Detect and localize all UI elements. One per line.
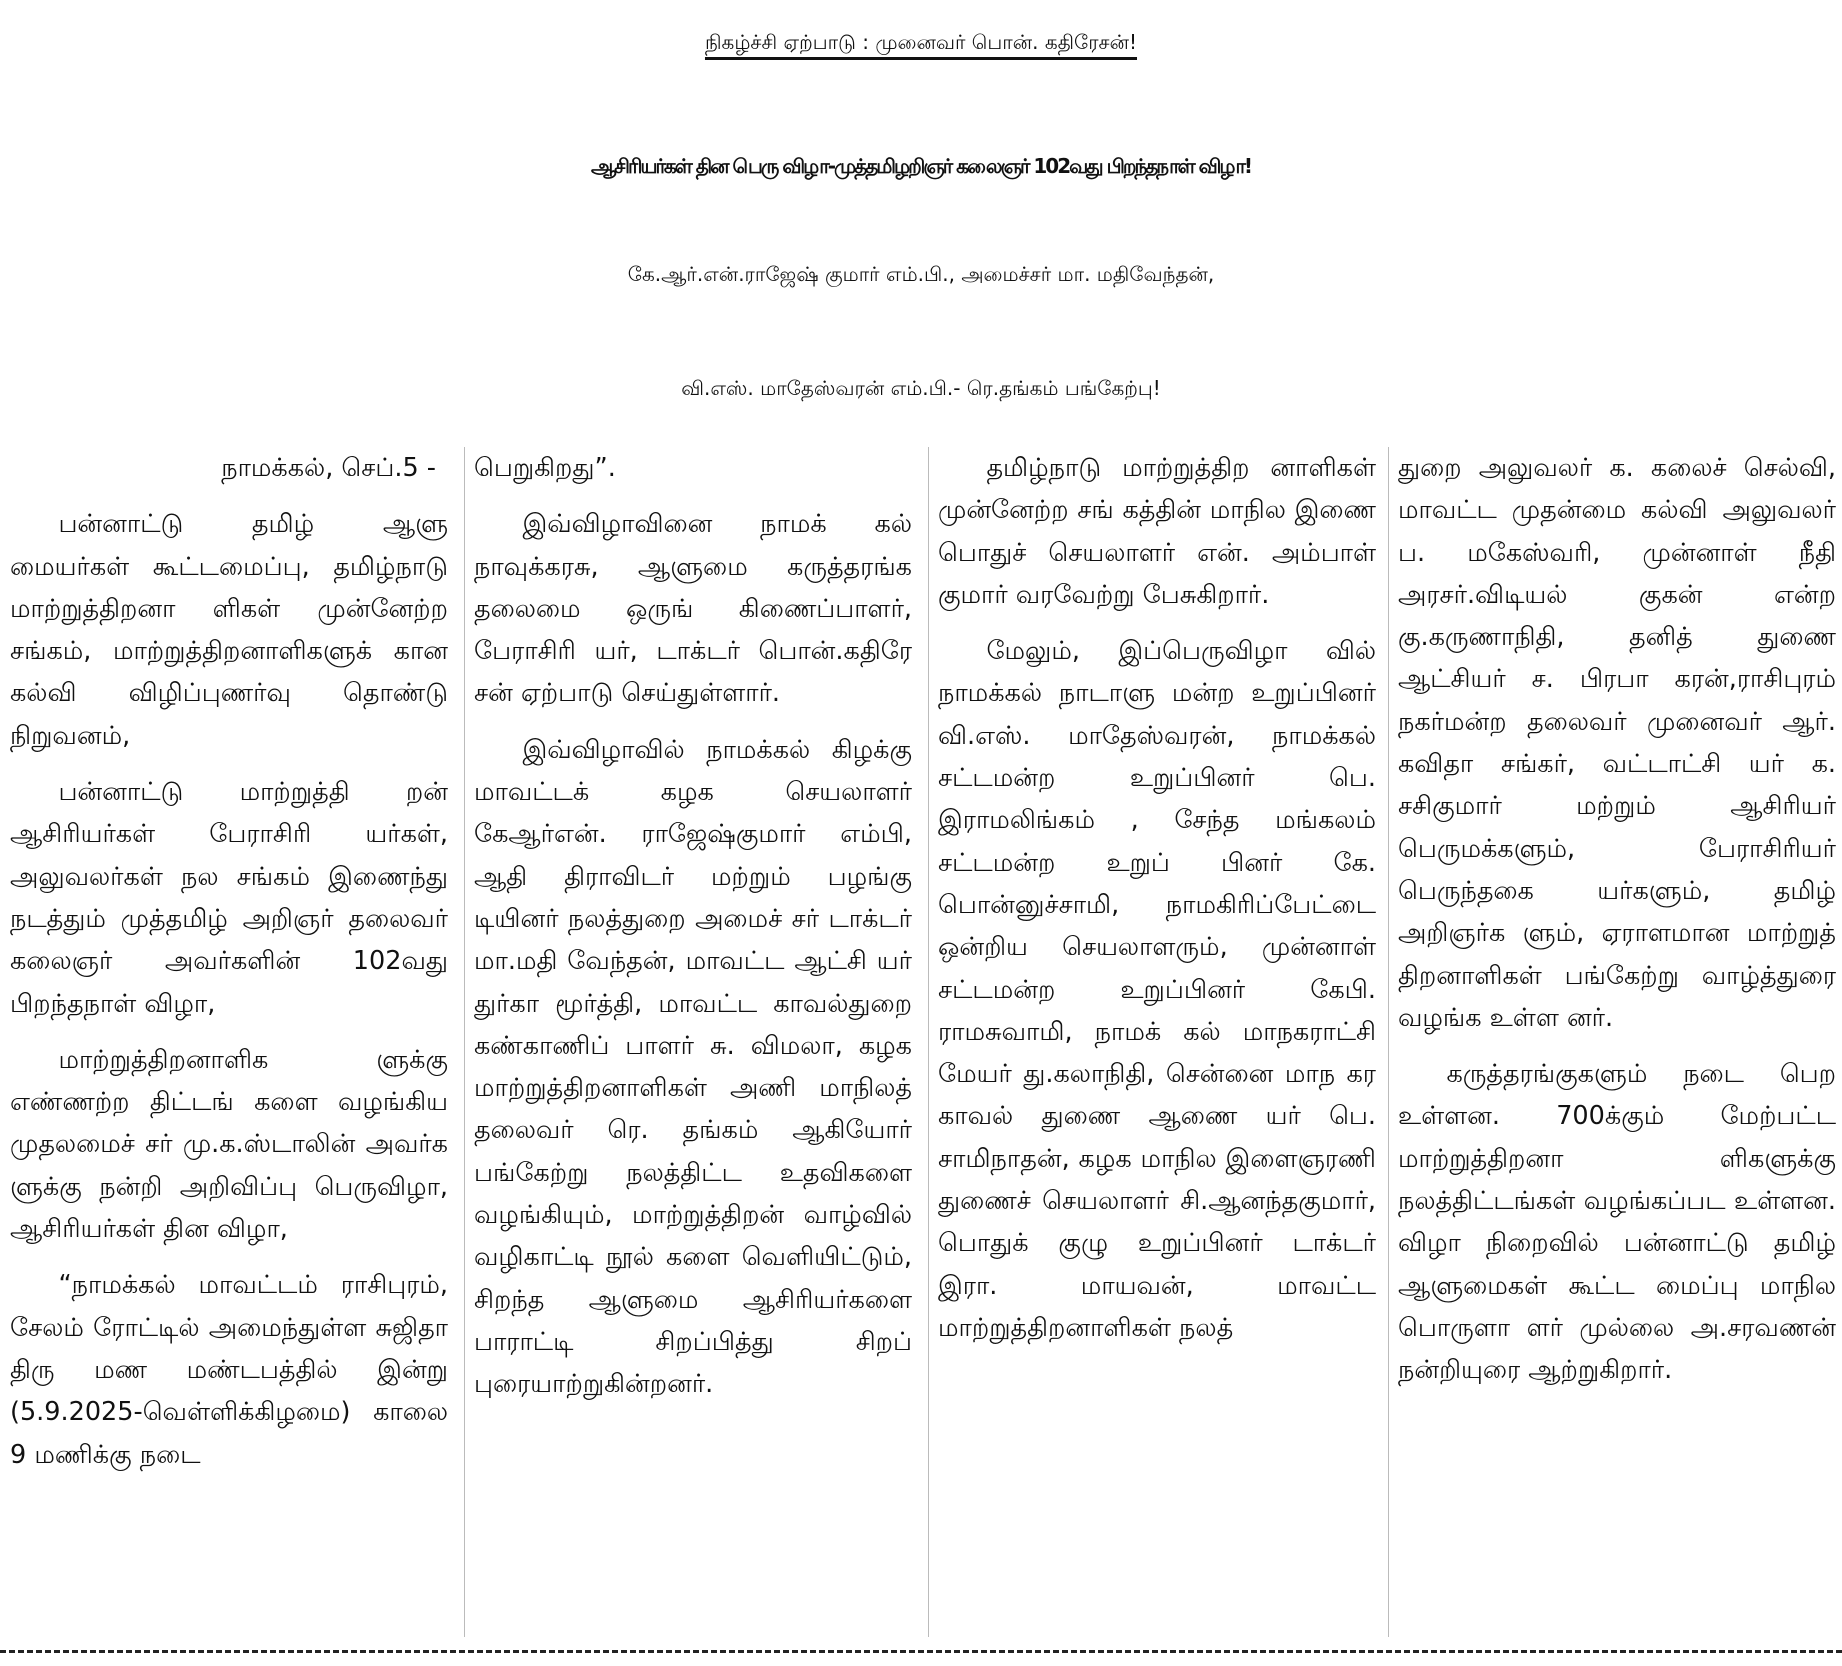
paragraph: கருத்தரங்குகளும் நடை பெற உள்ளன. 700க்கும் மேற்பட்ட மாற்றுத்திறனா ளிகளுக்கு நலத்திட்டங்கள் வழங்கப்பட உள்ளன. விழா நிறைவில் பன்னாட்டு தமிழ் ஆளுமைகள் கூட்ட மைப்பு மாநில பொருளா ளர் முல்லை அ.சரவணன் நன்றியுரை ஆற்றுகிறார். [1398,1059,1836,1386]
paragraph: இவ்விழாவினை நாமக் கல் நாவுக்கரசு, ஆளுமை கருத்தரங்க தலைமை ஒருங் கிணைப்பாளர், பேராசிரி யர், டாக்டர் பொன்.கதிரே சன் ஏற்பாடு செய்துள்ளார். [474,509,912,709]
article-column-1 [10,447,448,1635]
main-headline: ஆசிரியர்கள் தின பெரு விழா-முத்தமிழறிஞர் கலைஞர் 102வது பிறந்தநாள் விழா! [590,154,1252,178]
column-divider [464,447,465,1637]
article-column-4 [1398,447,1836,1635]
paragraph: மாற்றுத்திறனாளிக ளுக்கு எண்ணற்ற திட்டங் களை வழங்கிய முதலமைச் சர் மு.க.ஸ்டாலின் அவர்க ளுக்கு நன்றி அறிவிப்பு பெருவிழா, ஆசிரியர்கள் தின விழா, [10,1044,448,1245]
paragraph: தமிழ்நாடு மாற்றுத்திற னாளிகள் முன்னேற்ற சங் கத்தின் மாநில இணை பொதுச் செயலாளர் என். அம்பாள் குமார் வரவேற்று பேசுகிறார். [938,453,1376,610]
paragraph: துறை அலுவலர் க. கலைச் செல்வி, மாவட்ட முதன்மை கல்வி அலுவலர் ப. மகேஸ்வரி, முன்னாள் நீதி அரசர்.விடியல் குகன் என்ற கு.கருணாநிதி, தனித் துணை ஆட்சியர் ச. பிரபா கரன்,ராசிபுரம் நகர்மன்ற தலைவர் முனைவர் ஆர். கவிதா சங்கர், வட்டாட்சி யர் க. சசிகுமார் மற்றும் ஆசிரியர் பெருமக்களும், பேராசிரியர் பெருந்தகை யர்களும், தமிழ் அறிஞர்க ளும், ஏராளமான மாற்றுத் திறனாளிகள் பங்கேற்று வாழ்த்துரை வழங்க உள்ள னர். [1398,453,1836,1033]
paragraph: இவ்விழாவில் நாமக்கல் கிழக்கு மாவட்டக் கழக செயலாளர் கேஆர்என். ராஜேஷ்குமார் எம்பி, ஆதி திராவிடர் மற்றும் பழங்கு டியினர் நலத்துறை அமைச் சர் டாக்டர் மா.மதி வேந்தன், மாவட்ட ஆட்சி யர் துர்கா மூர்த்தி, மாவட்ட காவல்துறை கண்காணிப் பாளர் சு. விமலா, கழக மாற்றுத்திறனாளிகள் அணி மாநிலத் தலைவர் ரெ. தங்கம் ஆகியோர் பங்கேற்று நலத்திட்ட உதவிகளை வழங்கியும், மாற்றுத்திறன் வாழ்வில் வழிகாட்டி நூல் களை வெளியிட்டும், சிறந்த ஆளுமை ஆசிரியர்களை பாராட்டி சிறப்பித்து சிறப் புரையாற்றுகின்றனர். [474,734,912,1400]
paragraph: மேலும், இப்பெருவிழா வில் நாமக்கல் நாடாளு மன்ற உறுப்பினர் வி.எஸ். மாதேஸ்வரன், நாமக்கல் சட்டமன்ற உறுப்பினர் பெ. இராமலிங்கம் , சேந்த மங்கலம் சட்டமன்ற உறுப் பினர் கே. பொன்னுச்சாமி, நாமகிரிப்பேட்டை ஒன்றிய செயலாளரும், முன்னாள் சட்டமன்ற உறுப்பினர் கேபி. ராமசுவாமி, நாமக் கல் மாநகராட்சி மேயர் து.கலாநிதி, சென்னை மாந கர காவல் துணை ஆணை யர் பெ. சாமிநாதன், கழக மாநில இளைஞரணி துணைச் செயலாளர் சி.ஆனந்தகுமார், பொதுக் குழு உறுப்பினர் டாக்டர் இரா. மாயவன், மாவட்ட மாற்றுத்திறனாளிகள் நலத் [938,636,1376,1343]
kicker-headline: நிகழ்ச்சி ஏற்பாடு : முனைவர் பொன். கதிரேசன்! [704,30,1138,54]
column-divider [928,447,929,1637]
article-column-2 [474,447,912,1635]
paragraph: பன்னாட்டு தமிழ் ஆளு மையர்கள் கூட்டமைப்பு, தமிழ்நாடு மாற்றுத்திறனா ளிகள் முன்னேற்ற சங்கம், மாற்றுத்திறனாளிகளுக் கான கல்வி விழிப்புணர்வு தொண்டு நிறுவனம், [10,509,448,751]
article-column-3 [938,447,1376,1635]
paragraph: “நாமக்கல் மாவட்டம் ராசிபுரம், சேலம் ரோட்டில் அமைந்துள்ள சுஜிதா திரு மண மண்டபத்தில் இன்று (5.9.2025-வெள்ளிக்கிழமை) காலை 9 மணிக்கு நடை [10,1270,448,1470]
paragraph: பன்னாட்டு மாற்றுத்தி றன் ஆசிரியர்கள் பேராசிரி யர்கள், அலுவலர்கள் நல சங்கம் இணைந்து நடத்தும் முத்தமிழ் அறிஞர் தலைவர் கலைஞர் அவர்களின் 102வது பிறந்தநாள் விழா, [10,777,448,1019]
bottom-dashed-rule [0,1650,1842,1653]
dateline: நாமக்கல், செப்.5 - [221,453,436,483]
subheadline-line-1: கே.ஆர்.என்.ராஜேஷ் குமார் எம்.பி., அமைச்சர் மா. மதிவேந்தன், [627,262,1215,286]
column-divider [1388,447,1389,1637]
subheadline-line-2: வி.எஸ். மாதேஸ்வரன் எம்.பி.- ரெ.தங்கம் பங்கேற்பு! [681,376,1161,400]
paragraph: பெறுகிறது”. [474,453,616,483]
